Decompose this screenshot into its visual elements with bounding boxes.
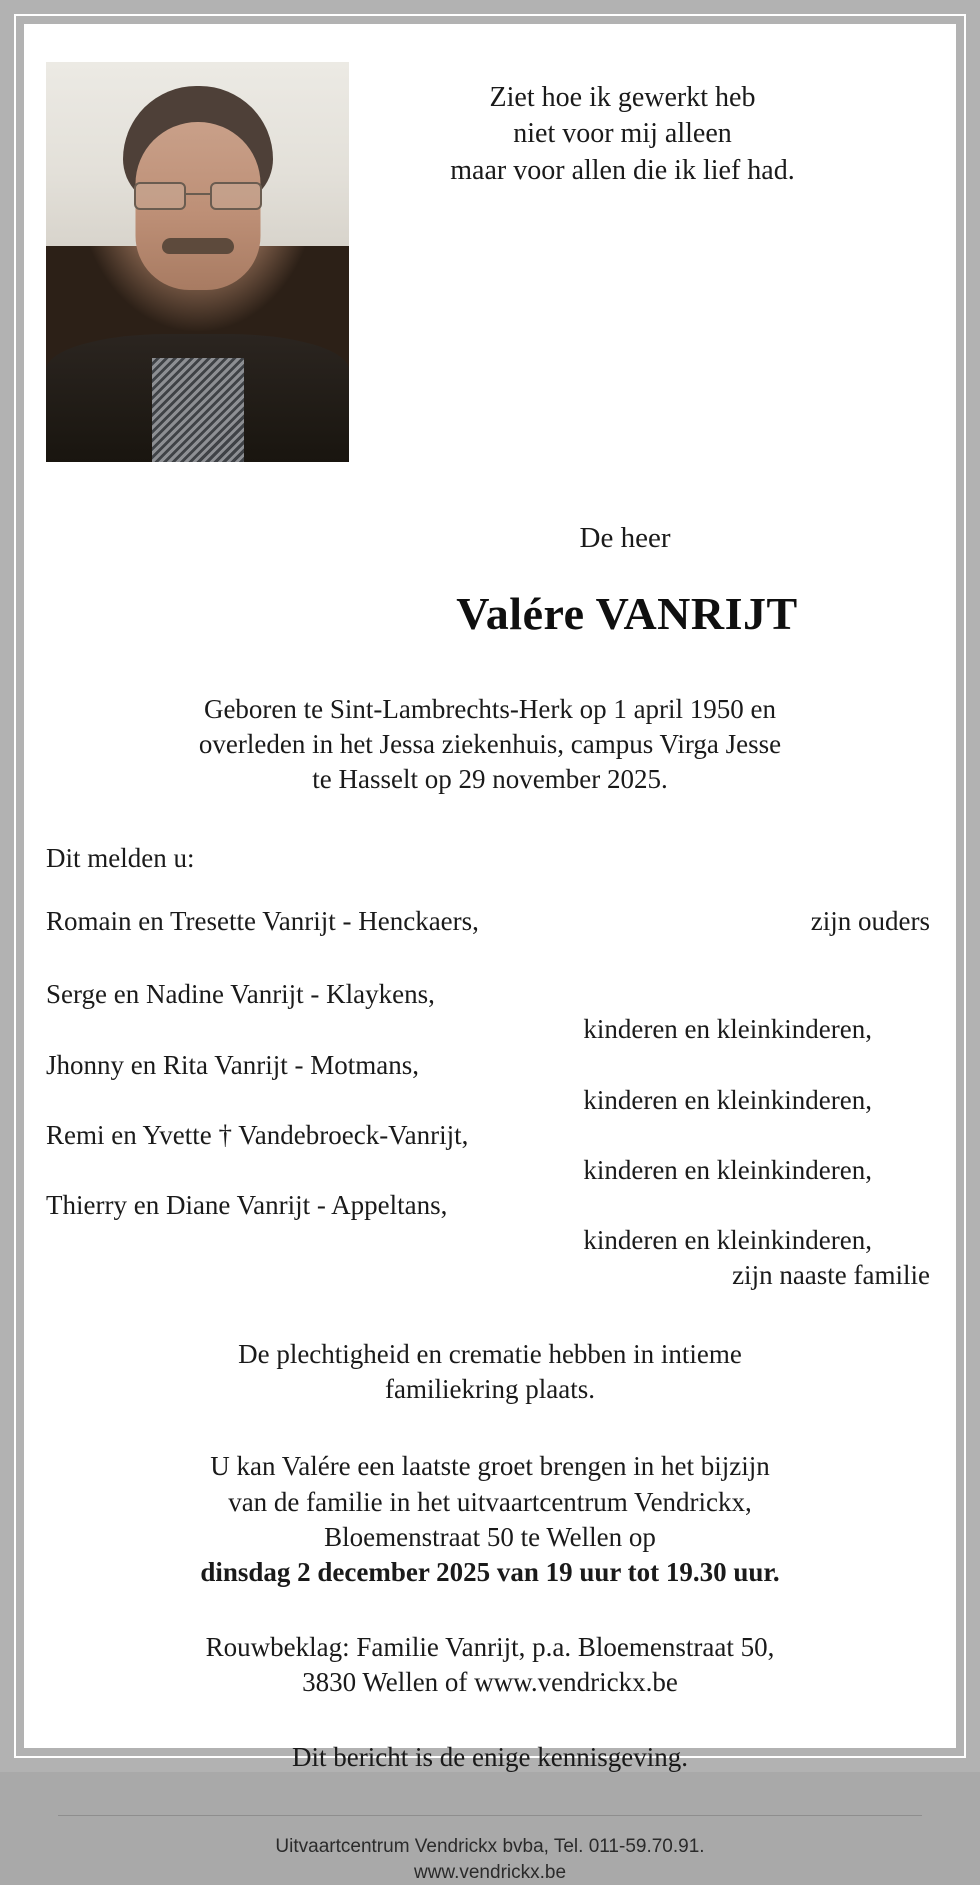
glasses-right-lens [210, 182, 262, 210]
footer-line-1: Uitvaartcentrum Vendrickx bvba, Tel. 011-59.70.91. [275, 1835, 705, 1857]
condolence-details [24, 1590, 956, 1700]
portrait-photo-container [24, 62, 329, 462]
poem-line-2: niet voor mij alleen [513, 118, 732, 150]
parents-name: Romain en Tresette Vanrijt - Henckaers, [46, 906, 479, 937]
family-name-2: Jhonny en Rita Vanrijt - Motmans, [46, 1049, 419, 1080]
visitation-datetime: dinsdag 2 december 2025 van 19 uur tot 19.30 uur. [200, 1556, 780, 1587]
poem-line-1: Ziet hoe ik gewerkt heb [489, 82, 756, 113]
glasses-bridge [186, 193, 210, 195]
memorial-card-inner-border [14, 14, 966, 1883]
family-row-parents [46, 904, 934, 939]
memorial-poem [329, 62, 956, 189]
family-group-4 [46, 1188, 934, 1258]
family-relation-2: kinderen en kleinkinderen, [583, 1084, 872, 1115]
family-closing-relation: zijn naaste familie [732, 1260, 930, 1291]
card-header-area [24, 24, 956, 462]
birth-death-line-1: Geboren te Sint-Lambrechts-Herk op 1 april 1950 en [203, 694, 777, 724]
footer-line-2: www.vendrickx.be [413, 1861, 567, 1883]
condolence-line-1: Rouwbeklag: Familie Vanrijt, p.a. Bloemenstraat 50, [205, 1631, 775, 1662]
ceremony-details [24, 1293, 956, 1407]
family-group-2 [46, 1048, 934, 1118]
family-name-3: Remi en Yvette † Vandebroeck-Vanrijt, [46, 1119, 469, 1150]
parents-relation: zijn ouders [810, 906, 930, 937]
portrait-photo [46, 62, 349, 462]
glasses-left-lens [134, 182, 186, 210]
poem-line-3: maar voor allen die ik lief had. [450, 154, 795, 186]
honorific-label: De heer [579, 522, 671, 554]
birth-death-line-3: te Hasselt op 29 november 2025. [312, 764, 668, 795]
visitation-details [24, 1407, 956, 1589]
announcement-label: Dit melden u: [46, 843, 195, 874]
visitation-line-1: U kan Valére een laatste groet brengen in het bijzijn [210, 1451, 770, 1482]
only-notice-text: Dit bericht is de enige kennisgeving. [292, 1741, 688, 1772]
family-list [24, 874, 956, 1293]
condolence-line-2: 3830 Wellen of www.vendrickx.be [302, 1666, 678, 1697]
ceremony-line-2: familiekring plaats. [385, 1374, 595, 1405]
visitation-line-2: van de familie in het uitvaartcentrum Vendrickx, [228, 1486, 752, 1517]
family-group-3 [46, 1118, 934, 1188]
funeral-home-footer [24, 1816, 956, 1885]
family-relation-4: kinderen en kleinkinderen, [583, 1225, 872, 1256]
family-name-1: Serge en Nadine Vanrijt - Klaykens, [46, 979, 435, 1010]
family-name-4: Thierry en Diane Vanrijt - Appeltans, [46, 1189, 448, 1220]
glasses-icon [132, 182, 264, 212]
visitation-line-3: Bloemenstraat 50 te Wellen op [324, 1521, 656, 1552]
birth-death-line-2: overleden in het Jessa ziekenhuis, campus Virga Jesse [198, 729, 782, 760]
photo-collar [152, 358, 244, 462]
memorial-card [24, 24, 956, 1883]
family-relation-3: kinderen en kleinkinderen, [583, 1154, 872, 1185]
birth-death-details [24, 640, 956, 797]
family-relation-1: kinderen en kleinkinderen, [583, 1014, 872, 1045]
ceremony-line-1: De plechtigheid en crematie hebben in intieme [238, 1339, 742, 1370]
photo-moustache [162, 238, 234, 254]
deceased-full-name: Valére VANRIJT [456, 588, 798, 639]
family-group-1 [46, 977, 934, 1047]
